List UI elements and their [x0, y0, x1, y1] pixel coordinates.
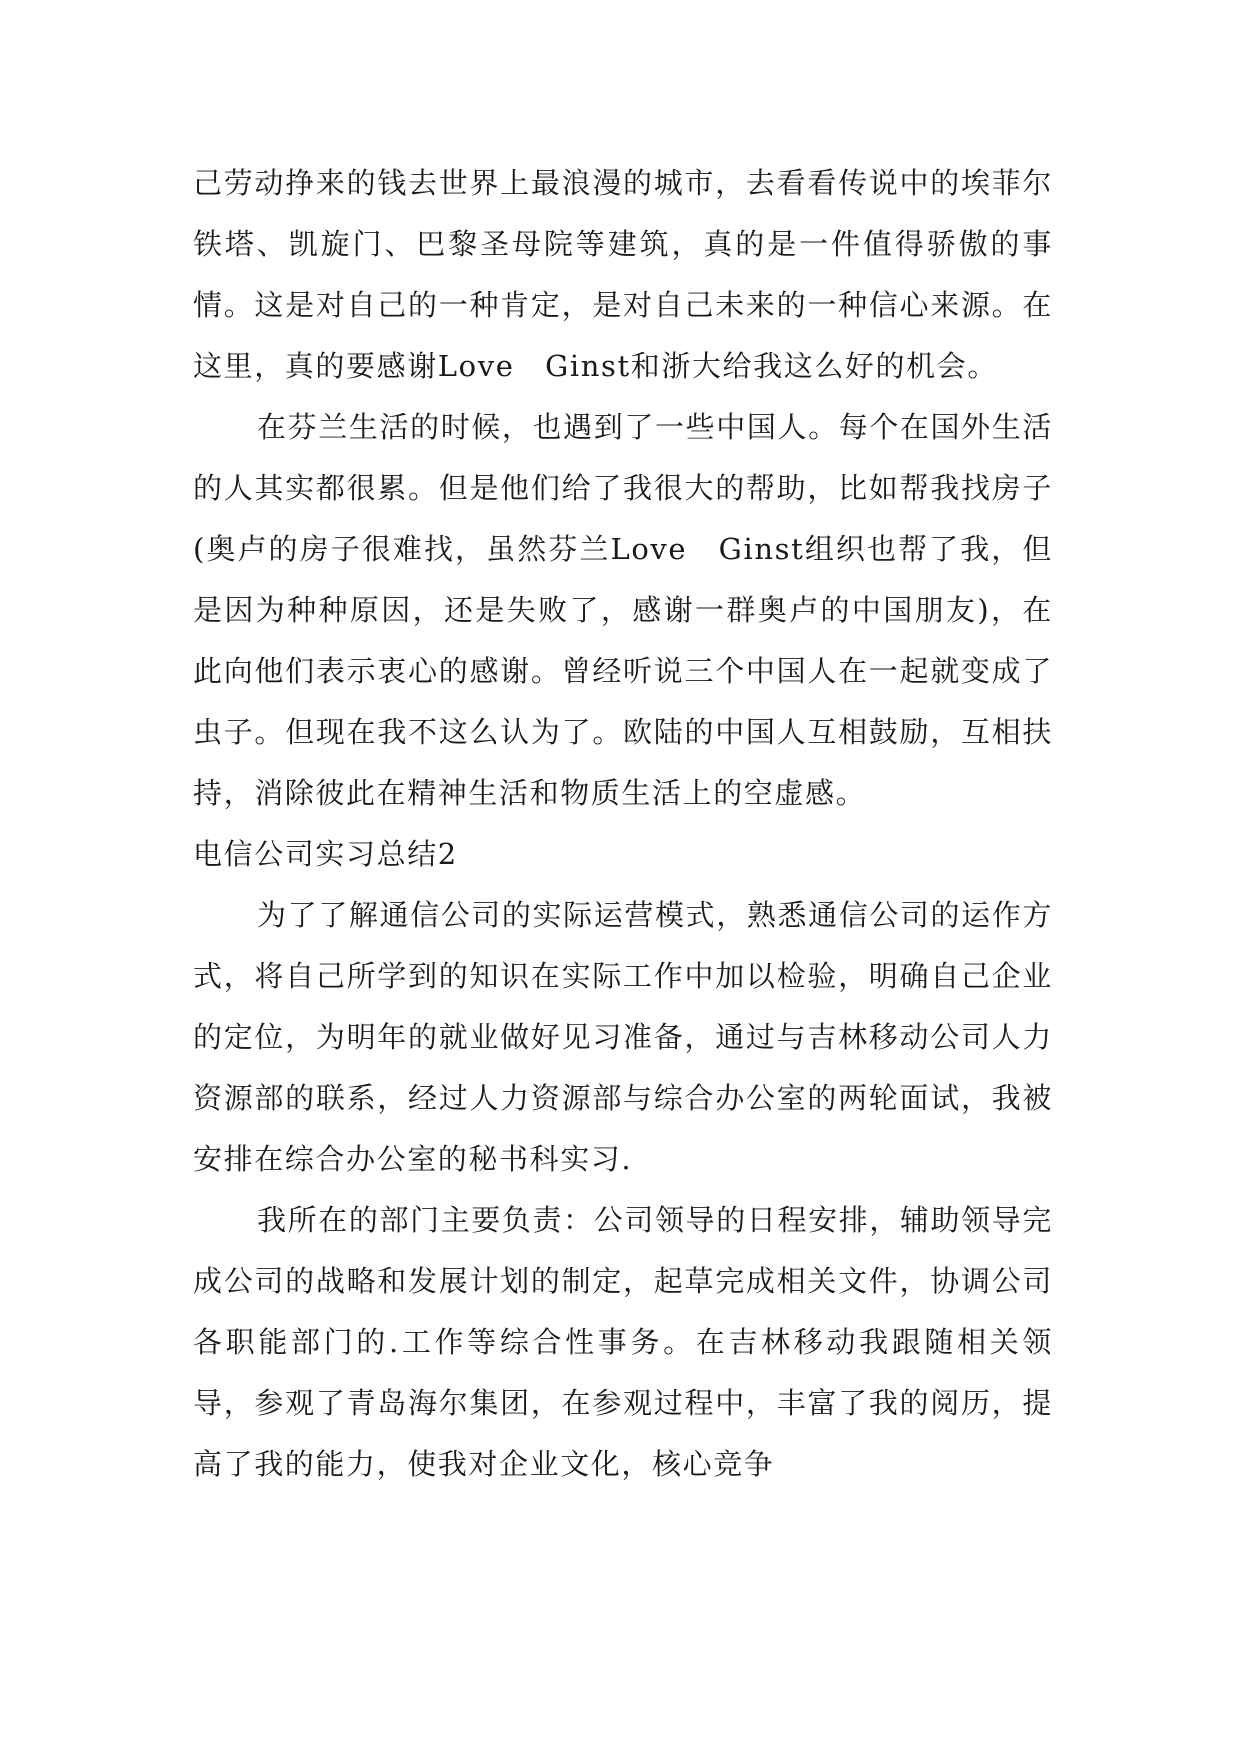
- paragraph-internship-purpose: 为了了解通信公司的实际运营模式，熟悉通信公司的运作方式，将自己所学到的知识在实际工作中加以检验，明确自己企业的定位，为明年的就业做好见习准备，通过与吉林移动公司人力资源部的联系，经过人力资源部与综合办公室的两轮面试，我被安排在综合办公室的秘书科实习.: [193, 898, 1053, 1176]
- paragraph-finland-life: 在芬兰生活的时候，也遇到了一些中国人。每个在国外生活的人其实都很累。但是他们给了我很大的帮助，比如帮我找房子(奥卢的房子很难找，虽然芬兰Love Ginst组织也帮了我，但是因为种种原因，还是失败了，感谢一群奥卢的中国朋友)，在此向他们表示衷心的感谢。曾经听说三个中国人在一起就变成了虫子。但现在我不这么认为了。欧陆的中国人互相鼓励，互相扶持，消除彼此在精神生活和物质生活上的空虚感。: [193, 410, 1053, 810]
- paragraph-continued: 己劳动挣来的钱去世界上最浪漫的城市，去看看传说中的埃菲尔铁塔、凯旋门、巴黎圣母院等建筑，真的是一件值得骄傲的事情。这是对自己的一种肯定，是对自己未来的一种信心来源。在这里，真的要感谢Love Ginst和浙大给我这么好的机会。: [193, 166, 1053, 383]
- paragraph-department-duties: 我所在的部门主要负责：公司领导的日程安排，辅助领导完成公司的战略和发展计划的制定，起草完成相关文件，协调公司各职能部门的.工作等综合性事务。在吉林移动我跟随相关领导，参观了青岛海尔集团，在参观过程中，丰富了我的阅历，提高了我的能力，使我对企业文化，核心竞争: [193, 1203, 1053, 1481]
- section-title: 电信公司实习总结2: [193, 837, 458, 871]
- document-body: [193, 153, 1053, 1495]
